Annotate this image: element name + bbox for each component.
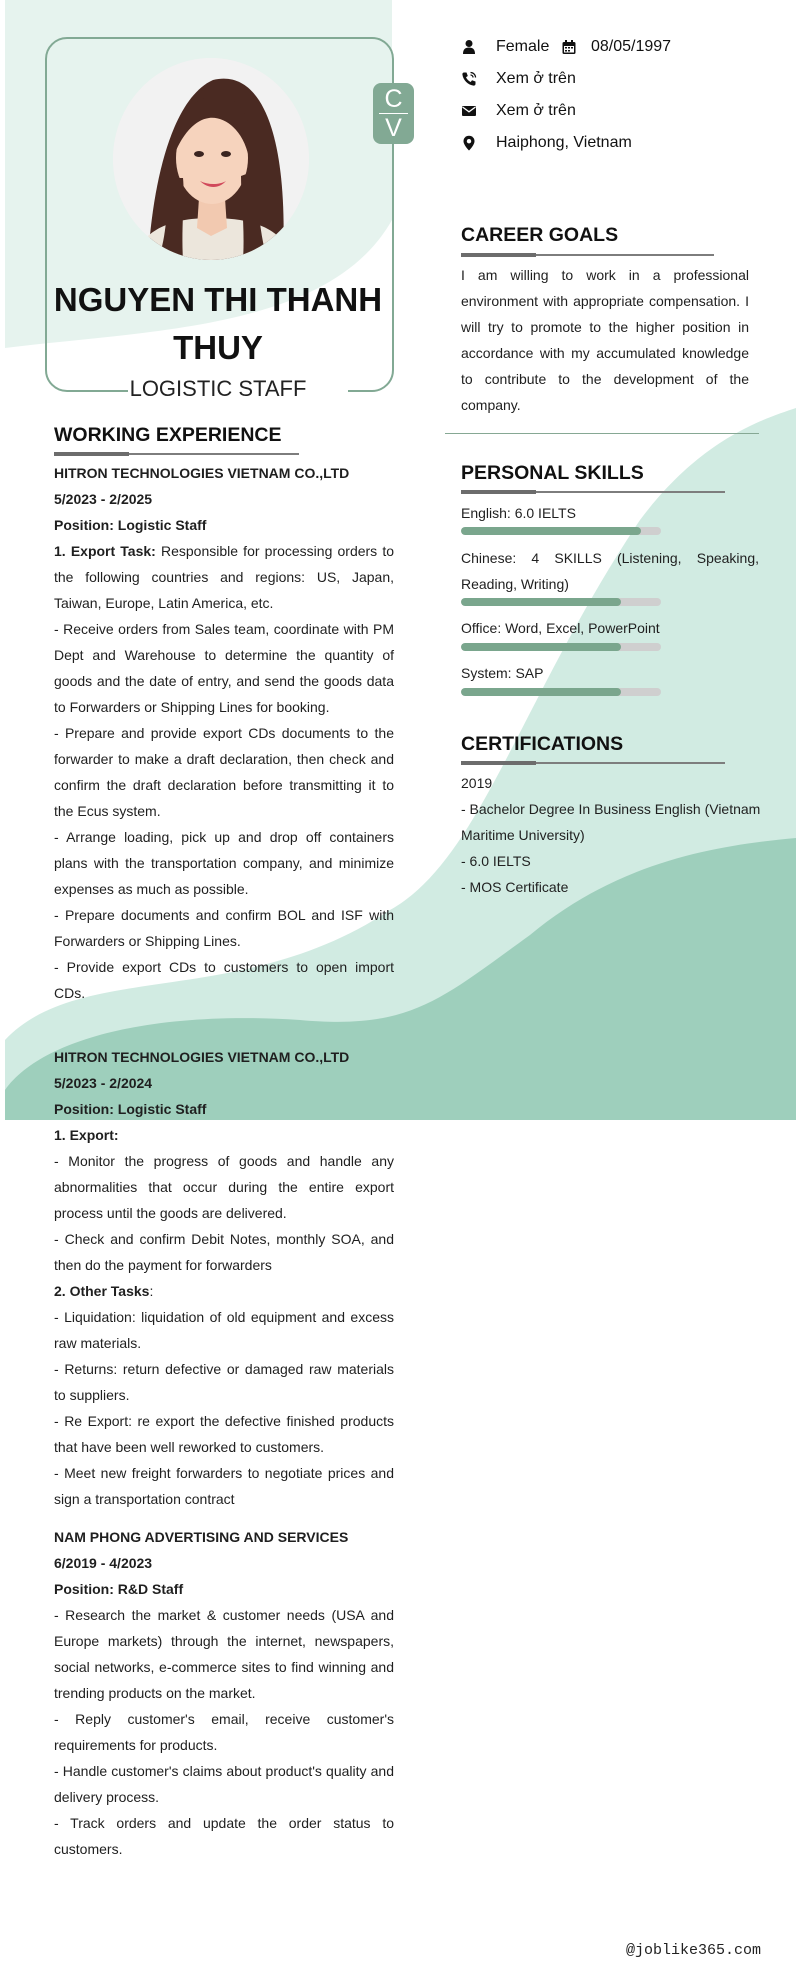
skill-system-bar: [461, 688, 661, 696]
candidate-role: LOGISTIC STAFF: [129, 376, 307, 401]
personal-skills-underline: [461, 491, 725, 493]
job-bullet: - Re Export: re export the defective finished products that have been well reworked to customers.: [54, 1413, 394, 1455]
cv-badge: [373, 83, 414, 144]
skill-chinese-fill: [461, 598, 621, 606]
job-company: HITRON TECHNOLOGIES VIETNAM CO.,LTD: [54, 1049, 350, 1065]
job-bullet: - Arrange loading, pick up and drop off containers plans with the transportation company, and minimize expenses as much as possible.: [54, 829, 394, 897]
user-icon: [461, 39, 477, 55]
working-experience-underline: [54, 453, 299, 455]
job-position: Position: R&D Staff: [54, 1581, 184, 1597]
skill-english-bar: [461, 527, 661, 535]
skill-system-fill: [461, 688, 621, 696]
job-bullet: - Research the market & customer needs (USA and Europe markets) through the internet, newspapers, social networks, e-commerce sites to find winning and trending products on the market.: [54, 1607, 394, 1701]
certifications-heading: CERTIFICATIONS: [461, 733, 624, 755]
other-tasks-colon: :: [149, 1283, 154, 1299]
career-goals-underline: [461, 254, 714, 256]
phone-icon: [461, 71, 477, 87]
job-bullet: - Returns: return defective or damaged raw materials to suppliers.: [54, 1361, 394, 1403]
skill-english-fill: [461, 527, 641, 535]
job-bullet: - Track orders and update the order status to customers.: [54, 1815, 394, 1857]
job-company: NAM PHONG ADVERTISING AND SERVICES: [54, 1529, 349, 1545]
job-bullet: - Provide export CDs to customers to open import CDs.: [54, 959, 394, 1001]
skill-english-label: English: 6.0 IELTS: [461, 505, 576, 521]
certifications-list: [461, 770, 761, 900]
job-task-intro-text: Responsible for processing orders to the following countries and regions: US, Japan, Taiwan, Europe, Latin America, etc.: [54, 543, 395, 611]
footer-watermark: @joblike365.com: [626, 1942, 762, 1959]
skill-chinese-label: Chinese: 4 SKILLS (Listening, Speaking, Reading, Writing): [461, 550, 759, 592]
job-bullet: - Meet new freight forwarders to negotiate prices and sign a transportation contract: [54, 1465, 394, 1507]
job-bullet: - Check and confirm Debit Notes, monthly SOA, and then do the payment for forwarders: [54, 1231, 394, 1273]
certifications-underline: [461, 762, 725, 764]
personal-skills-heading: PERSONAL SKILLS: [461, 462, 644, 484]
certification-item: - 6.0 IELTS: [461, 853, 531, 869]
job-position: Position: Logistic Staff: [54, 517, 207, 533]
envelope-icon: [461, 103, 477, 119]
avatar-photo: [113, 58, 309, 260]
other-tasks-heading: 2. Other Tasks: [54, 1283, 150, 1299]
job-task-heading-other: [54, 1278, 394, 1304]
phone-text: Xem ở trên: [496, 70, 576, 87]
experience-list: [54, 460, 394, 1862]
cv-badge-v: V: [385, 114, 402, 142]
skill-office-fill: [461, 643, 621, 651]
location-pin-icon: [461, 135, 477, 151]
job-position: Position: Logistic Staff: [54, 1101, 207, 1117]
candidate-name: NGUYEN THI THANH THUY: [53, 281, 383, 366]
job-bullet: - Reply customer's email, receive customer's requirements for products.: [54, 1711, 394, 1753]
career-goals-text: I am willing to work in a professional environment with appropriate compensation. I will try to promote to the higher position in accordance with my accumulated knowledge to contribute to the development of the company.: [461, 267, 749, 413]
career-goals-heading: CAREER GOALS: [461, 224, 619, 246]
job-company: HITRON TECHNOLOGIES VIETNAM CO.,LTD: [54, 465, 350, 481]
job-bullet: - Handle customer's claims about product's quality and delivery process.: [54, 1763, 394, 1805]
certification-year: 2019: [461, 775, 493, 791]
job-period: 5/2023 - 2/2025: [54, 491, 153, 507]
job-bullet: - Prepare and provide export CDs documents to the forwarder to make a draft declaration, then check and confirm the draft declaration before transmitting it to the Ecus system.: [54, 725, 394, 819]
job-task-intro: [54, 538, 394, 616]
job-bullet: - Receive orders from Sales team, coordinate with PM Dept and Warehouse to determine the quantity of goods and the date of entry, and send the goods data to Forwarders or Shipping Lines for booking.: [54, 621, 394, 715]
birthdate-text: 08/05/1997: [591, 38, 672, 55]
certification-item: - MOS Certificate: [461, 879, 569, 895]
certification-item: - Bachelor Degree In Business English (Vietnam Maritime University): [461, 801, 761, 843]
avatar: [113, 58, 309, 260]
cv-badge-c: C: [384, 85, 403, 113]
section-divider: [445, 433, 759, 434]
skill-system-label: System: SAP: [461, 665, 544, 681]
working-experience-heading: WORKING EXPERIENCE: [54, 424, 282, 446]
email-text: Xem ở trên: [496, 102, 576, 119]
job-task-heading: 1. Export Task:: [54, 543, 156, 559]
skill-office-label: Office: Word, Excel, PowerPoint: [461, 620, 660, 636]
skill-chinese-bar: [461, 598, 661, 606]
job-bullet: - Liquidation: liquidation of old equipment and excess raw materials.: [54, 1309, 394, 1351]
gender-text: Female: [496, 38, 550, 55]
job-bullet: - Monitor the progress of goods and handle any abnormalities that occur during the entire export process until the goods are delivered.: [54, 1153, 394, 1221]
job-bullet: - Prepare documents and confirm BOL and ISF with Forwarders or Shipping Lines.: [54, 907, 394, 949]
address-text: Haiphong, Vietnam: [496, 134, 632, 151]
calendar-icon: [561, 39, 577, 55]
job-task-heading: 1. Export:: [54, 1127, 119, 1143]
job-period: 5/2023 - 2/2024: [54, 1075, 153, 1091]
job-period: 6/2019 - 4/2023: [54, 1555, 153, 1571]
skill-office-bar: [461, 643, 661, 651]
